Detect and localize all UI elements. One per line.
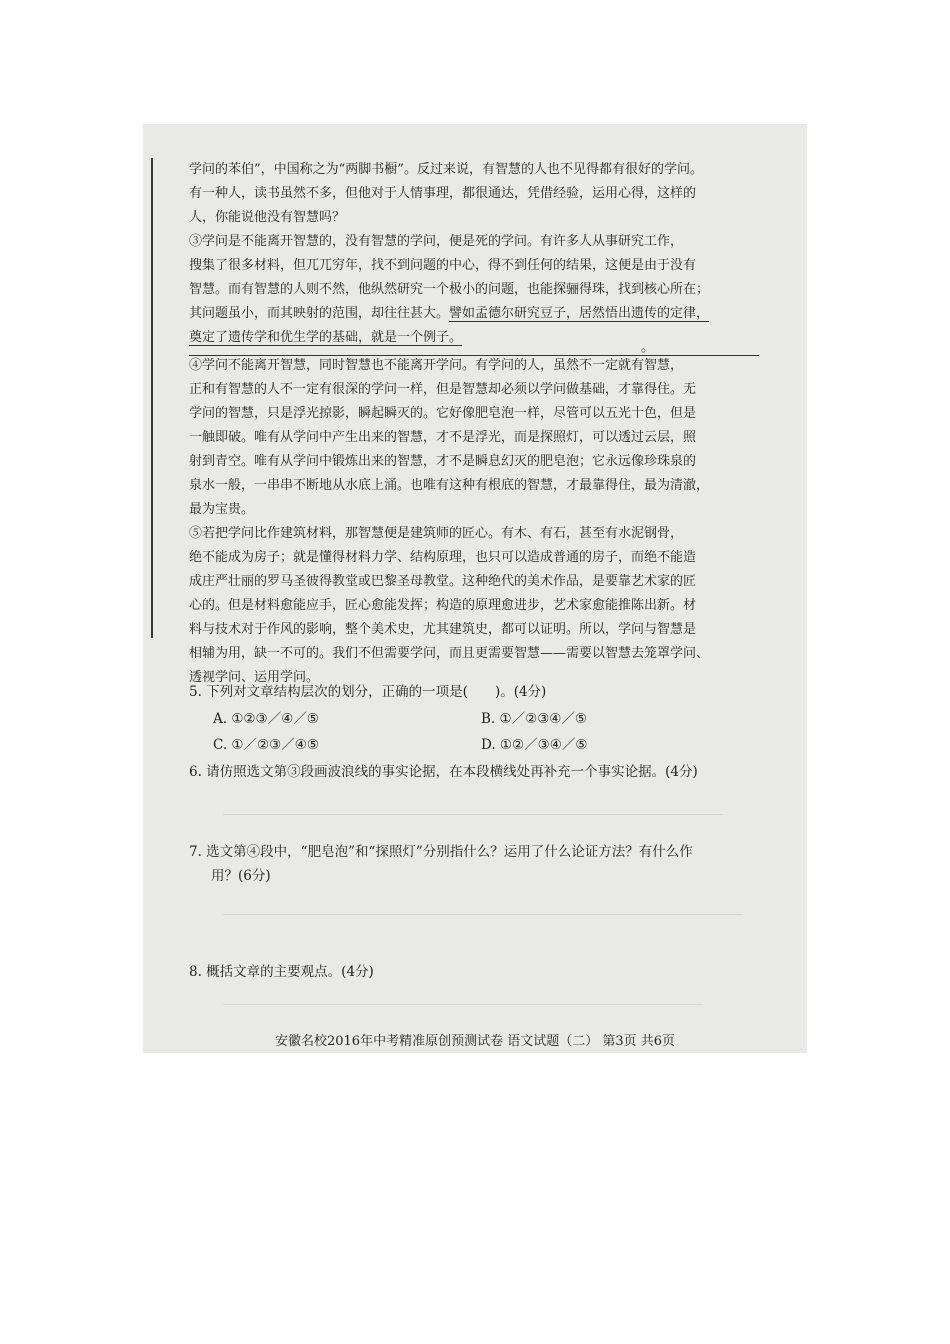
question-7: 7. 选文第④段中，“肥皂泡”和“探照灯”分别指什么？运用了什么论证方法？有什么作: [189, 844, 693, 860]
text-line: 正和有智慧的人不一定有很深的学问一样，但是智慧却必须以学问做基础，才靠得住。无: [189, 382, 697, 397]
text-line: 泉水一般，一串串不断地从水底上涌。也唯有这种有根底的智慧，才最靠得住，最为清澈，: [189, 478, 710, 493]
text-line: 绝不能成为房子；就是懂得材料力学、结构原理，也只可以造成普通的房子，而绝不能造: [189, 550, 697, 565]
q5-option-b: B. ①／②③④／⑤: [481, 711, 588, 727]
text-line: 学问的智慧，只是浮光掠影，瞬起瞬灭的。它好像肥皂泡一样，尽管可以五光十色，但是: [189, 406, 697, 421]
text-line: 射到青空。唯有从学问中锻炼出来的智慧，才不是瞬息幻灭的肥皂泡；它永远像珍珠泉的: [189, 454, 697, 469]
wavy-underlined-evidence-cont: 奠定了遗传学和优生学的基础，就是一个例子。: [189, 330, 463, 345]
text-line: 相辅为用，缺一不可的。我们不但需要学问，而且更需要智慧——需要以智慧去笼罩学问、: [189, 646, 710, 661]
q5-option-d: D. ①②／③④／⑤: [481, 737, 588, 753]
wavy-underlined-evidence: 譬如孟德尔研究豆子，居然悟出遗传的定律，: [449, 306, 710, 321]
text-line: ④学问不能离开智慧，同时智慧也不能离开学问。有学问的人，虽然不一定就有智慧，: [189, 358, 684, 373]
page-footer: 安徽名校2016年中考精准原创预测试卷 语文试题（二） 第3页 共6页: [274, 1034, 676, 1049]
text-line: 学问的苯伯”，中国称之为“两脚书橱”。反过来说，有智慧的人也不见得都有很好的学问。: [189, 162, 703, 177]
text-line: ③学问是不能离开智慧的，没有智慧的学问，便是死的学问。有许多人从事研究工作，: [189, 234, 684, 249]
text-line: 透视学问、运用学问。: [189, 670, 320, 685]
text-line: 最为宝贵。: [189, 502, 255, 517]
question-8: 8. 概括文章的主要观点。(4分): [189, 964, 374, 980]
text-line: 一触即破。唯有从学问中产生出来的智慧，才不是浮光，而是探照灯，可以透过云层，照: [189, 430, 697, 445]
text-line: 搜集了很多材料，但兀兀穷年，找不到问题的中心，得不到任何的结果，这便是由于没有: [189, 258, 697, 273]
q5-option-c: C. ①／②③／④⑤: [213, 737, 319, 753]
text-line: 成庄严壮丽的罗马圣彼得教堂或巴黎圣母教堂。这种绝代的美术作品，是要靠艺术家的匠: [189, 574, 697, 589]
text-line: 其问题虽小，而其映射的范围，却往往甚大。譬如孟德尔研究豆子，居然悟出遗传的定律，: [189, 306, 710, 321]
paragraph-4: [189, 354, 789, 522]
text-line: ⑤若把学问比作建筑材料，那智慧便是建筑师的匠心。有木、有石，甚至有水泥钢骨，: [189, 526, 684, 541]
bleed-through-mark: [223, 1004, 703, 1005]
text-line: 智慧。而有智慧的人则不然，他纵然研究一个极小的问题，也能探骊得珠，找到核心所在；: [189, 282, 710, 297]
margin-rule: [151, 158, 153, 638]
text-line: 有一种人，读书虽然不多，但他对于人情事理，都很通达，凭借经验，运用心得，这样的: [189, 186, 697, 201]
text-line: [189, 326, 789, 350]
blank-period: 。: [641, 340, 655, 355]
paragraph-2-continuation: [189, 158, 789, 230]
paragraph-3: [189, 230, 789, 350]
question-6: 6. 请仿照选文第③段画波浪线的事实论据，在本段横线处再补充一个事实论据。(4分): [189, 764, 698, 780]
text-line: 心的。但是材料愈能应手，匠心愈能发挥；构造的原理愈进步，艺术家愈能推陈出新。材: [189, 598, 697, 613]
text-line: 人，你能说他没有智慧吗？: [189, 210, 346, 225]
text-line: 料与技术对于作风的影响，整个美术史，尤其建筑史，都可以证明。所以，学问与智慧是: [189, 622, 697, 637]
exam-page: [143, 124, 807, 1053]
q5-option-a: A. ①②③／④／⑤: [213, 711, 319, 727]
bleed-through-mark: [223, 814, 723, 815]
question-7-cont: 用？(6分): [211, 868, 271, 884]
paragraph-5: [189, 522, 789, 690]
bleed-through-mark: [223, 914, 743, 915]
question-5: 5. 下列对文章结构层次的划分，正确的一项是( )。(4分): [189, 684, 547, 700]
